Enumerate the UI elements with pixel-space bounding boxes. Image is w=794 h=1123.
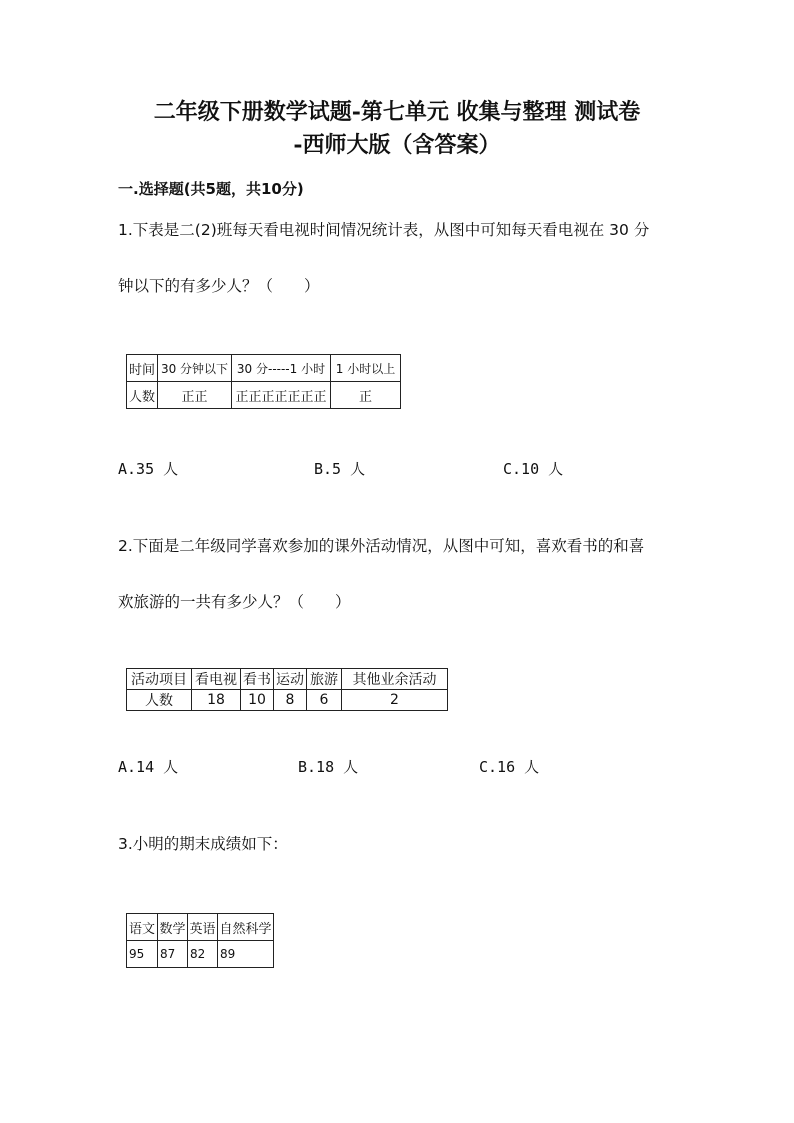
- q1-option-b[interactable]: B.5 人: [314, 460, 366, 478]
- table-cell: 正正正正正正正: [232, 382, 331, 409]
- q1-option-c[interactable]: C.10 人: [503, 460, 564, 478]
- page-title: [0, 96, 794, 162]
- q2-text-line-2: 欢旅游的一共有多少人？（ ）: [118, 593, 351, 611]
- table-cell: 人数: [127, 382, 158, 409]
- section-heading: 一.选择题(共5题，共10分): [118, 180, 304, 198]
- table-cell: 运动: [274, 669, 307, 690]
- table-cell: 人数: [127, 690, 192, 711]
- q2-option-a[interactable]: A.14 人: [118, 758, 179, 776]
- table-cell: 89: [218, 941, 274, 968]
- table-cell: 正: [331, 382, 401, 409]
- table-cell: 2: [342, 690, 448, 711]
- q2-table: [126, 668, 448, 711]
- table-header-row: [127, 914, 274, 941]
- table-row: [127, 941, 274, 968]
- title-line-2: -西师大版（含答案）: [293, 132, 501, 158]
- table-cell: 8: [274, 690, 307, 711]
- table-cell: 1 小时以上: [331, 355, 401, 382]
- table-row: [127, 690, 448, 711]
- table-cell: 6: [307, 690, 342, 711]
- table-cell: 82: [188, 941, 218, 968]
- table-cell: 自然科学: [218, 914, 274, 941]
- table-cell: 活动项目: [127, 669, 192, 690]
- table-cell: 语文: [127, 914, 158, 941]
- q1-text-line-1: 1.下表是二(2)班每天看电视时间情况统计表，从图中可知每天看电视在 30 分: [118, 221, 650, 239]
- title-line-1: 二年级下册数学试题-第七单元 收集与整理 测试卷: [153, 99, 641, 125]
- table-row: [127, 382, 401, 409]
- table-cell: 18: [192, 690, 241, 711]
- q1-option-a[interactable]: A.35 人: [118, 460, 179, 478]
- table-cell: 旅游: [307, 669, 342, 690]
- table-cell: 10: [241, 690, 274, 711]
- table-cell: 其他业余活动: [342, 669, 448, 690]
- table-cell: 数学: [158, 914, 188, 941]
- table-header-row: [127, 355, 401, 382]
- table-cell: 30 分钟以下: [158, 355, 232, 382]
- table-cell: 30 分-----1 小时: [232, 355, 331, 382]
- q1-text-line-2: 钟以下的有多少人？（ ）: [118, 277, 320, 295]
- q1-table: [126, 354, 401, 409]
- q3-text-line-1: 3.小明的期末成绩如下：: [118, 835, 288, 853]
- table-cell: 87: [158, 941, 188, 968]
- table-cell: 看书: [241, 669, 274, 690]
- q3-table: [126, 913, 274, 968]
- table-cell: 英语: [188, 914, 218, 941]
- q2-text-line-1: 2.下面是二年级同学喜欢参加的课外活动情况，从图中可知，喜欢看书的和喜: [118, 537, 645, 555]
- table-cell: 95: [127, 941, 158, 968]
- q2-option-c[interactable]: C.16 人: [479, 758, 540, 776]
- table-cell: 时间: [127, 355, 158, 382]
- table-header-row: [127, 669, 448, 690]
- table-cell: 正正: [158, 382, 232, 409]
- q2-option-b[interactable]: B.18 人: [298, 758, 359, 776]
- table-cell: 看电视: [192, 669, 241, 690]
